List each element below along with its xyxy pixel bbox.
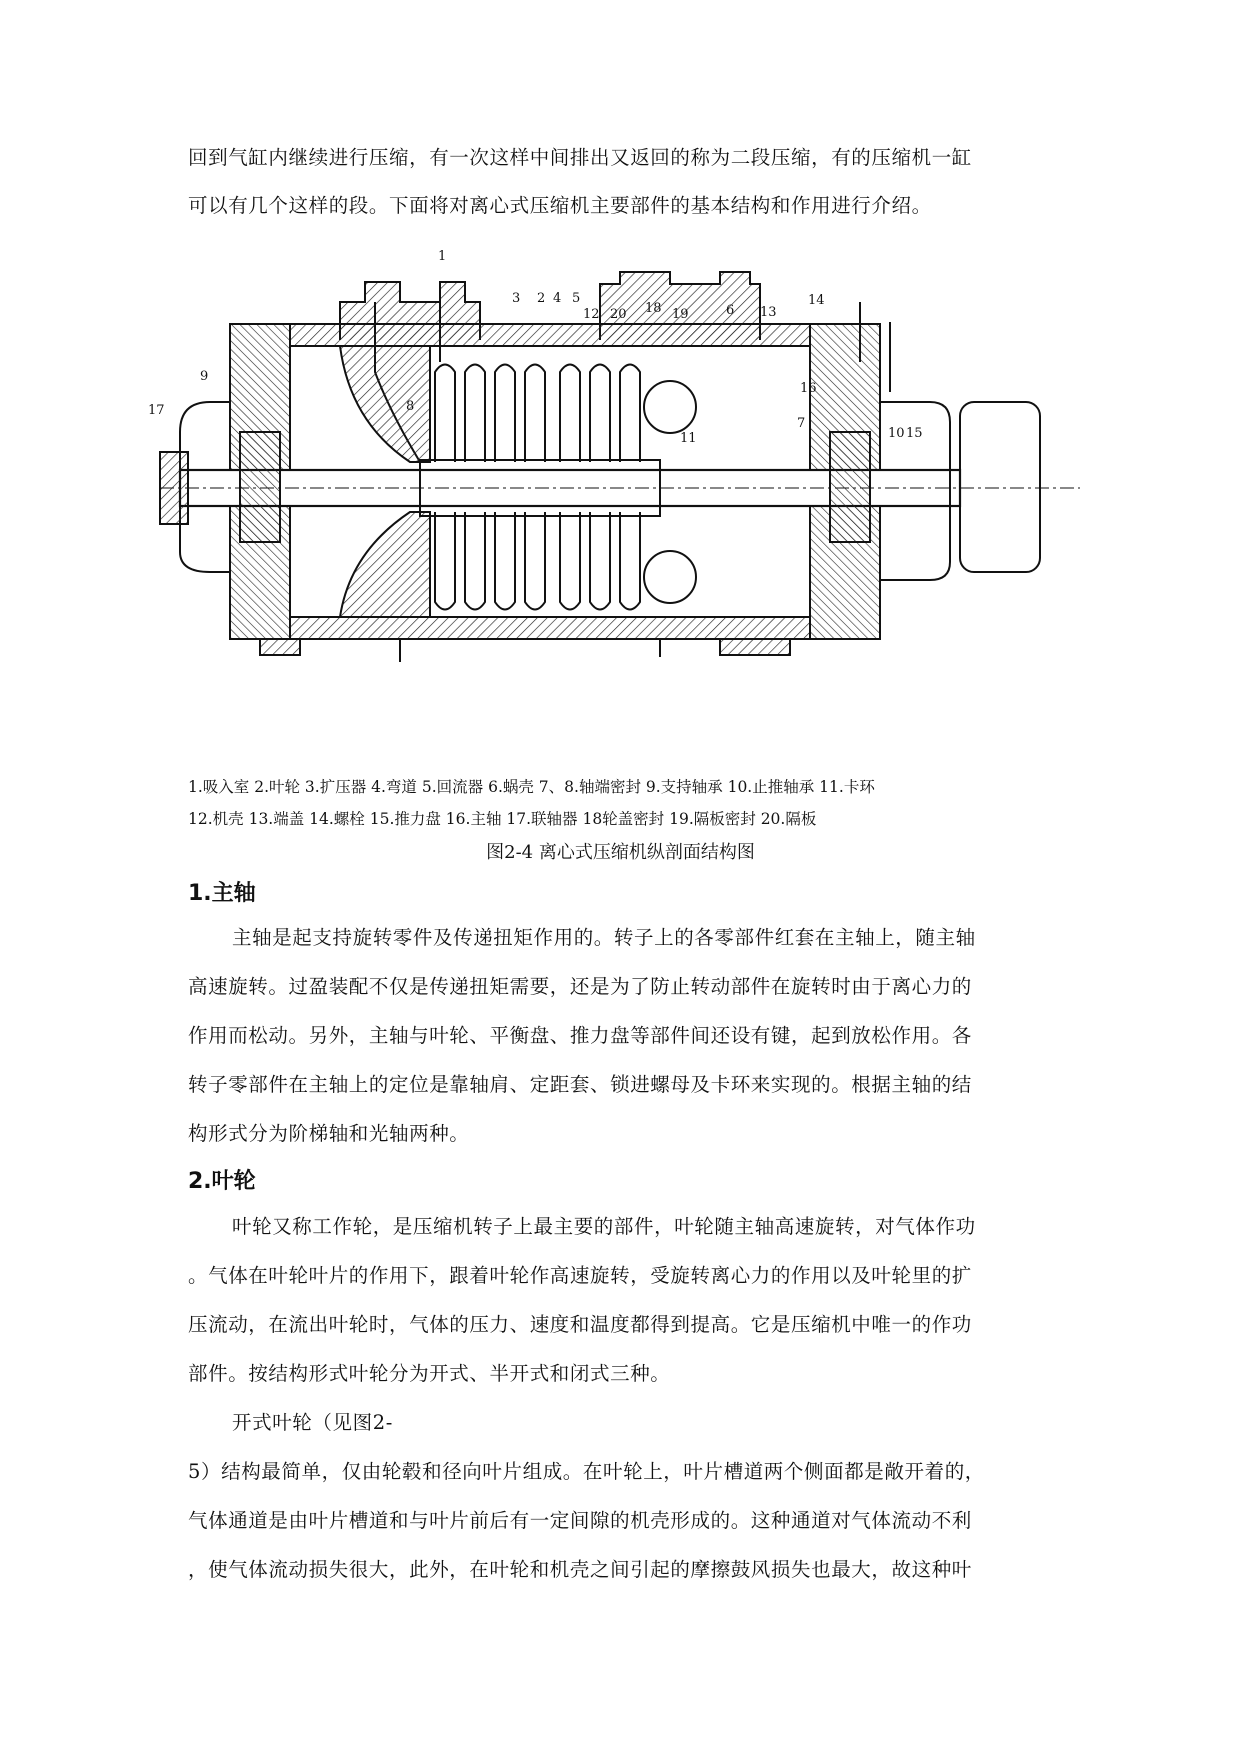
section-heading: 1.主轴 bbox=[188, 881, 256, 906]
paragraph-line: 压流动，在流出叶轮时，气体的压力、速度和温度都得到提高。它是压缩机中唯一的作功 bbox=[188, 1313, 972, 1336]
part-number: 17 bbox=[148, 403, 165, 418]
paragraph-line: 主轴是起支持旋转零件及传递扭矩作用的。转子上的各零部件红套在主轴上，随主轴 bbox=[232, 926, 976, 949]
paragraph-line: 作用而松动。另外，主轴与叶轮、平衡盘、推力盘等部件间还设有键，起到放松作用。各 bbox=[188, 1024, 972, 1047]
paragraph-line: 转子零部件在主轴上的定位是靠轴肩、定距套、锁进螺母及卡环来实现的。根据主轴的结 bbox=[188, 1073, 972, 1096]
part-number: 12 bbox=[583, 307, 600, 322]
compressor-cross-section-figure bbox=[148, 249, 1080, 750]
paragraph-line: 开式叶轮（见图2- bbox=[232, 1411, 393, 1434]
paragraph-line: ，使气体流动损失很大，此外，在叶轮和机壳之间引起的摩擦鼓风损失也最大，故这种叶 bbox=[188, 1558, 972, 1581]
figure-caption: 图2-4 离心式压缩机纵剖面结构图 bbox=[486, 842, 755, 863]
part-number: 1 bbox=[438, 249, 447, 264]
part-number: 13 bbox=[760, 305, 777, 320]
intro-line: 可以有几个这样的段。下面将对离心式压缩机主要部件的基本结构和作用进行介绍。 bbox=[188, 194, 932, 217]
part-number: 2 bbox=[537, 291, 546, 306]
part-number: 16 bbox=[800, 381, 817, 396]
paragraph-line: 5）结构最简单，仅由轮毂和径向叶片组成。在叶轮上，叶片槽道两个侧面都是敞开着的， bbox=[188, 1460, 985, 1483]
paragraph-line: 构形式分为阶梯轴和光轴两种。 bbox=[188, 1122, 470, 1145]
intro-line: 回到气缸内继续进行压缩，有一次这样中间排出又返回的称为二段压缩，有的压缩机一缸 bbox=[188, 146, 972, 169]
part-number: 5 bbox=[572, 291, 581, 306]
paragraph-line: 高速旋转。过盈装配不仅是传递扭矩需要，还是为了防止转动部件在旋转时由于离心力的 bbox=[188, 975, 972, 998]
compressor-drawing bbox=[160, 272, 1080, 662]
section-heading: 2.叶轮 bbox=[188, 1169, 256, 1194]
part-number: 3 bbox=[512, 291, 521, 306]
paragraph-line: 。气体在叶轮叶片的作用下，跟着叶轮作高速旋转，受旋转离心力的作用以及叶轮里的扩 bbox=[188, 1264, 972, 1287]
impeller-stages-top bbox=[435, 365, 640, 463]
part-number: 4 bbox=[553, 291, 562, 306]
part-number: 8 bbox=[406, 399, 415, 414]
paragraph-line: 气体通道是由叶片槽道和与叶片前后有一定间隙的机壳形成的。这种通道对气体流动不利 bbox=[188, 1509, 972, 1532]
part-number: 18 bbox=[645, 301, 662, 316]
part-number: 9 bbox=[200, 369, 209, 384]
impeller-stages-bottom bbox=[435, 512, 640, 610]
part-number: 11 bbox=[680, 431, 697, 446]
figure-legend-line: 1.吸入室 2.叶轮 3.扩压器 4.弯道 5.回流器 6.蜗壳 7、8.轴端密封 9.支持轴承 10.止推轴承 11.卡环 bbox=[188, 778, 875, 796]
part-number: 19 bbox=[672, 307, 689, 322]
part-number: 10 bbox=[888, 426, 905, 441]
part-number: 15 bbox=[906, 426, 923, 441]
figure-legend-line: 12.机壳 13.端盖 14.螺栓 15.推力盘 16.主轴 17.联轴器 18轮盖密封 19.隔板密封 20.隔板 bbox=[188, 810, 817, 828]
part-number: 7 bbox=[797, 416, 806, 431]
paragraph-line: 部件。按结构形式叶轮分为开式、半开式和闭式三种。 bbox=[188, 1362, 671, 1385]
part-number: 6 bbox=[726, 303, 735, 318]
paragraph-line: 叶轮又称工作轮，是压缩机转子上最主要的部件，叶轮随主轴高速旋转，对气体作功 bbox=[232, 1215, 976, 1238]
part-number: 14 bbox=[808, 293, 825, 308]
part-number: 20 bbox=[610, 307, 627, 322]
